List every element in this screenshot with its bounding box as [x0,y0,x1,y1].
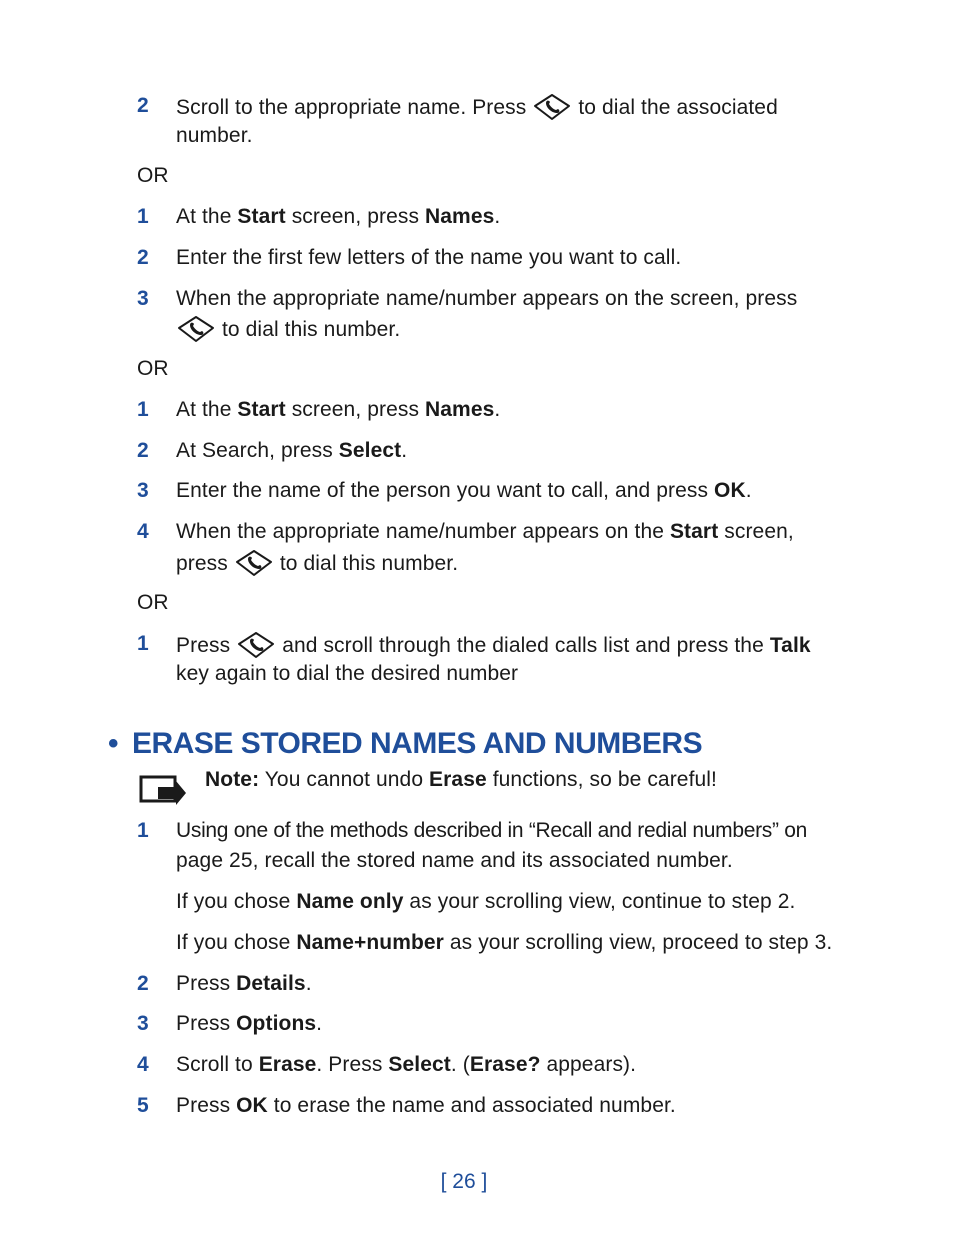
step-number: 3 [137,479,149,502]
step-text: At the Start screen, press Names. [176,205,501,228]
or-divider: OR [137,357,169,380]
step-number: 4 [137,1053,149,1076]
step-text: At Search, press Select. [176,439,408,462]
step-text: When the appropriate name/number appears on the screen, press [176,287,798,310]
step-number: 2 [137,439,149,462]
step-number: 3 [137,1012,149,1035]
step-number: 1 [137,205,149,228]
step-paragraph: If you chose Name+number as your scrolling view, proceed to step 3. [176,931,833,954]
note-icon [138,773,188,807]
bullet-icon: • [108,727,119,760]
step-text: Press OK to erase the name and associated number. [176,1094,676,1117]
step-text: Press and scroll through the dialed calls list and press the Talk [176,630,811,660]
step-paragraph: If you chose Name only as your scrolling view, continue to step 2. [176,890,796,913]
or-divider: OR [137,591,169,614]
step-number: 2 [137,972,149,995]
talk-key-icon [234,548,274,578]
step-number: 1 [137,398,149,421]
page-number: [ 26 ] [440,1170,488,1193]
or-divider: OR [137,164,169,187]
step-text: At the Start screen, press Names. [176,398,501,421]
talk-key-icon [236,630,276,660]
step-text-continued: press to dial this number. [176,548,458,578]
step-text-continued: number. [176,124,253,147]
step-number: 5 [137,1094,149,1117]
step-text: Enter the name of the person you want to call, and press OK. [176,479,752,502]
section-heading [108,724,702,764]
step-text-continued: to dial this number. [170,314,400,344]
talk-key-icon [176,314,216,344]
step-number: 2 [137,246,149,269]
step-number: 3 [137,287,149,310]
step-number: 4 [137,520,149,543]
step-text: Press Options. [176,1012,323,1035]
section-title: ERASE STORED NAMES AND NUMBERS [132,727,703,760]
step-text: Enter the first few letters of the name you want to call. [176,246,682,269]
step-text-continued: key again to dial the desired number [176,662,519,685]
step-text: Scroll to the appropriate name. Press to dial the associated [176,92,778,122]
step-text: Scroll to Erase. Press Select. (Erase? appears). [176,1053,637,1076]
step-number: 1 [137,632,149,655]
note-text: Note: You cannot undo Erase functions, so be careful! [205,768,717,791]
step-text: Press Details. [176,972,312,995]
step-text: Using one of the methods described in “Recall and redial numbers” on [176,819,807,842]
talk-key-icon [532,92,572,122]
step-text: When the appropriate name/number appears on the Start screen, [176,520,794,543]
step-text-continued: page 25, recall the stored name and its associated number. [176,849,733,872]
step-number: 2 [137,94,149,117]
step-number: 1 [137,819,149,842]
